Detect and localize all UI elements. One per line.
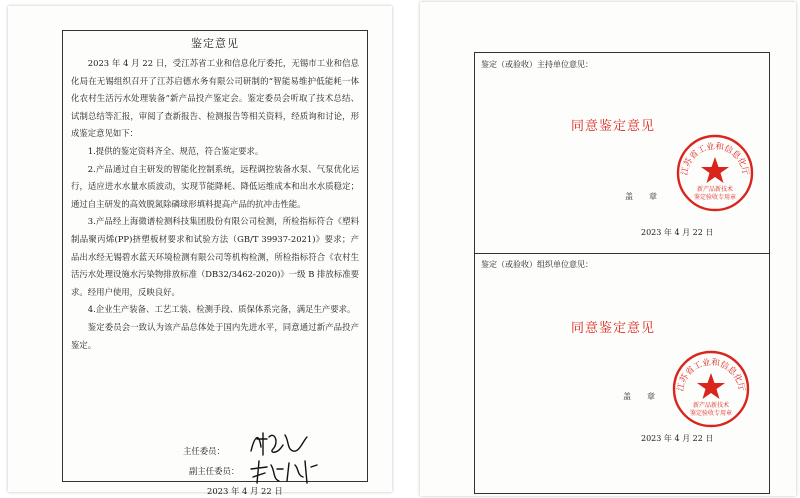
unit-opinion-frame	[474, 52, 770, 494]
organizer-unit-heading: 鉴定（或验收）组织单位意见：	[481, 260, 593, 269]
intro-paragraph: 2023 年 4 月 22 日，受江苏省工业和信息化厅委托，无锡市工业和信息化局在无锡组织召开了江苏启德水务有限公司研制的“智能易维护低能耗一体化农村生活污水处理装备”新产品投产鉴定会。鉴定委员会听取了技术总结、试制总结等汇报，审阅了查新报告、检测报告等相关资料，经质询和讨论，形成鉴定意见如下：	[71, 58, 359, 139]
opinion-item-3: 3.产品经上海微谱检测科技集团股份有限公司检测，所检指标符合《塑料制品聚丙烯(PP)挤塑板材要求和试验方法（GB/T 39937-2021)》要求；产品出水经无锡碧水蓝天环境检测有限公司等机构检测，所检指标符合《农村生活污水处理设施水污染物排放标准（DB32/3462-2020)》一级 B 排放标准要求。经用户使用，反映良好。	[71, 216, 359, 297]
host-unit-heading: 鉴定（或验收）主持单位意见：	[481, 60, 593, 69]
svg-text:新产品新技术: 新产品新技术	[696, 186, 734, 193]
opinion-item-2: 2.产品通过自主研发的智能化控制系统，远程调控装备水泵、气泵优化运行，适应进水水量水质波动，实现节能降耗、降低运维成本和出水水质稳定；通过自主研发的高效脱氮除磷球形填料提高产品的抗冲击性能。	[71, 163, 359, 209]
svg-text:新产品新技术: 新产品新技术	[692, 402, 730, 409]
opinion-frame	[62, 30, 368, 496]
vice-chair-signature-icon	[249, 459, 319, 485]
official-seal-icon	[675, 133, 755, 213]
organizer-unit-date: 2023 年 4 月 22 日	[641, 434, 714, 443]
conclusion-paragraph: 鉴定委员会一致认为该产品总体处于国内先进水平，同意通过新产品投产鉴定。	[71, 321, 359, 350]
opinion-body	[71, 55, 359, 354]
opinion-item-1: 1.提供的鉴定资料齐全、规范，符合鉴定要求。	[87, 145, 264, 156]
svg-text:江苏省工业和信息化厅: 江苏省工业和信息化厅	[679, 141, 751, 177]
appraisal-opinion-page	[8, 6, 392, 496]
host-seal-label: 盖 章	[625, 192, 657, 201]
host-unit-opinion: 同意鉴定意见	[571, 119, 656, 134]
opinion-item-4: 4.企业生产装备、工艺工装、检测手段、质保体系完备，满足生产要求。	[87, 304, 356, 315]
svg-text:鉴定验收专用章: 鉴定验收专用章	[689, 410, 733, 417]
host-unit-date: 2023 年 4 月 22 日	[641, 228, 714, 237]
vice-chair-label: 副主任委员：	[189, 466, 240, 476]
sign-date: 2023 年 4 月 22 日	[207, 486, 283, 496]
organizer-unit-opinion: 同意鉴定意见	[571, 321, 656, 336]
svg-text:江苏省工业和信息化厅: 江苏省工业和信息化厅	[675, 357, 747, 393]
host-unit-section	[475, 53, 769, 254]
chair-signature-icon	[247, 429, 311, 459]
official-seal-icon	[671, 349, 751, 429]
organizer-seal-label: 盖 章	[623, 392, 655, 401]
svg-text:鉴定验收专用章: 鉴定验收专用章	[693, 194, 737, 201]
unit-opinion-page	[420, 2, 796, 496]
page-title: 鉴定意见	[191, 37, 239, 50]
chair-label: 主任委员：	[183, 446, 225, 456]
